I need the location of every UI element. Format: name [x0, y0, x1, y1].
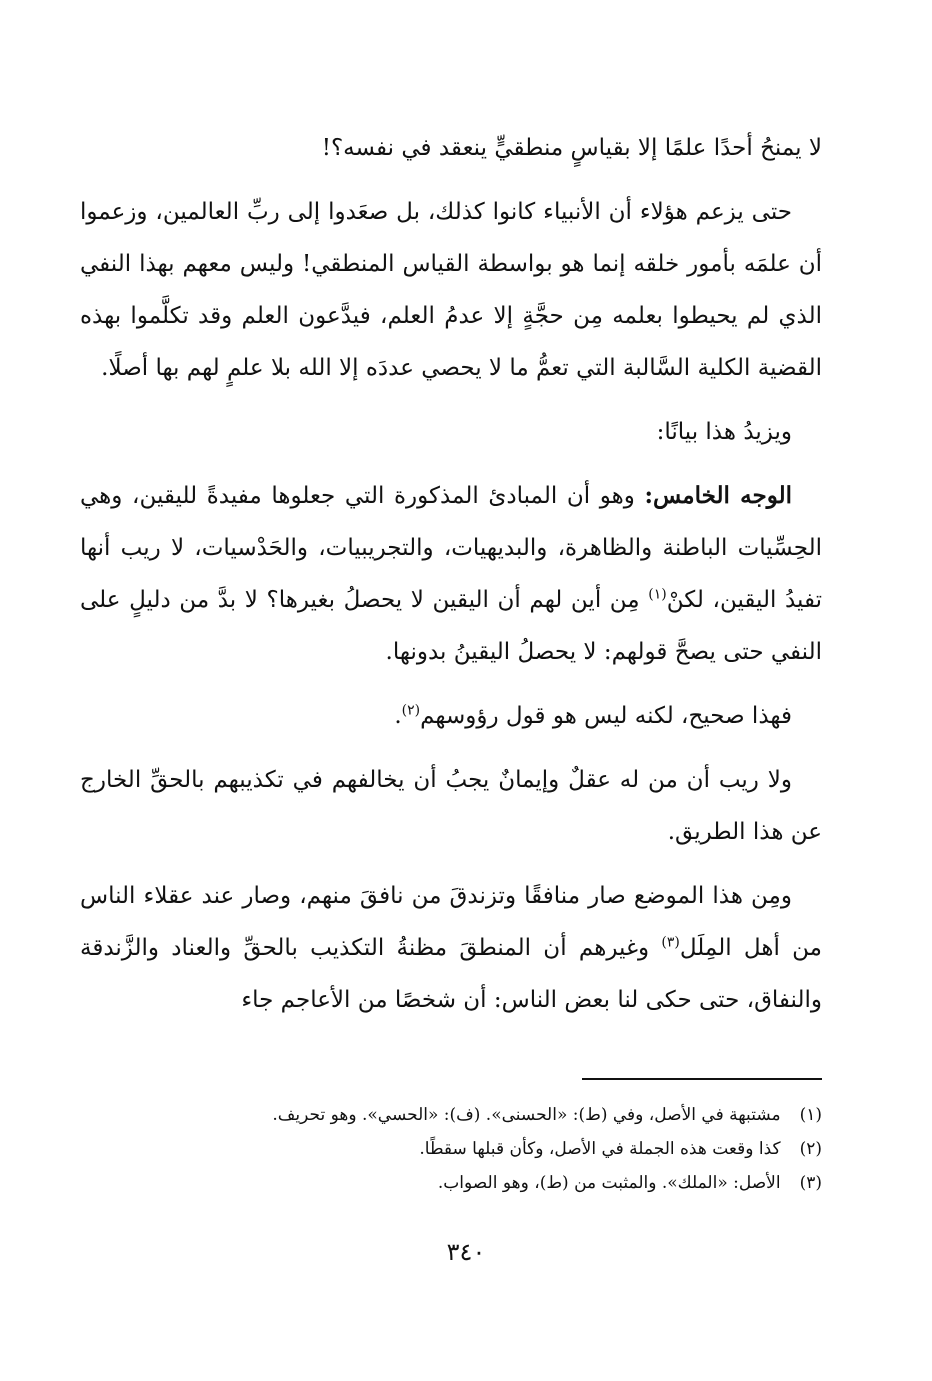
paragraph-text: ولا ريب أن من له عقلٌ وإيمانٌ يجبُ أن يخالفهم في تكذيبهم بالحقِّ الخارج عن هذا الطريق. [80, 767, 822, 845]
paragraph-text: فهذا صحيح، لكنه ليس هو قول رؤوسهم [420, 703, 792, 729]
footnote-number: (١) [799, 1105, 822, 1125]
paragraph-text-continued: وغيرهم أن المنطقَ مظنةُ التكذيب بالحقِّ والعناد والزَّندقة والنفاق، حتى حكى لنا بعض الناس: أن شخصًا من الأعاجم جاء [80, 935, 822, 1013]
section-heading: الوجه الخامس: [644, 482, 792, 509]
footnote-3 [80, 1166, 822, 1200]
paragraph-2 [80, 186, 822, 394]
page-number: ٣٤٠ [446, 1238, 486, 1266]
paragraph-text: لا يمنحُ أحدًا علمًا إلا بقياسٍ منطقيٍّ ينعقد في نفسه؟! [321, 135, 822, 161]
footnote-ref-1: (١) [648, 586, 667, 603]
footnote-2 [80, 1132, 822, 1166]
paragraph-6 [80, 754, 822, 858]
paragraph-text: ويزيدُ هذا بيانًا: [656, 419, 792, 445]
paragraph-3 [80, 406, 822, 458]
footnotes [80, 1098, 822, 1200]
paragraph-text: ومِن هذا الموضع صار منافقًا وتزندقَ من نافقَ منهم، وصار عند عقلاء الناس من أهل المِلَل [80, 883, 822, 961]
paragraph-1 [80, 122, 822, 174]
footnote-text: مشتبهة في الأصل، وفي (ط): «الحسنى». (ف): «الحسي». وهو تحريف. [272, 1105, 781, 1125]
paragraph-4 [80, 470, 822, 678]
footnote-separator [582, 1078, 822, 1080]
paragraph-7 [80, 870, 822, 1026]
paragraph-text-continued: . [394, 703, 402, 729]
footnote-1 [80, 1098, 822, 1132]
footnote-number: (٣) [799, 1173, 822, 1193]
footnote-ref-3: (٣) [661, 934, 680, 951]
footnote-text: كذا وقعت هذه الجملة في الأصل، وكأن قبلها سقطًا. [419, 1139, 781, 1159]
paragraph-5 [80, 690, 822, 742]
page-content [80, 122, 822, 1200]
paragraph-text-continued: مِن أين لهم أن اليقين لا يحصلُ بغيرها؟ لا بدَّ من دليلٍ على النفي حتى يصحَّ قولهم: لا يحصلُ اليقينُ بدونها. [80, 587, 822, 665]
paragraph-text: وهو أن المبادئ المذكورة التي جعلوها مفيدةً لليقين، وهي الحِسِّيات الباطنة والظاهرة، والبديهيات، والتجريبيات، والحَدْسيات، لا ريب أنها تفيدُ اليقين، لكنْ [80, 483, 823, 613]
paragraph-text: حتى يزعم هؤلاء أن الأنبياء كانوا كذلك، بل صعَدوا إلى ربِّ العالمين، وزعموا أن علمَه بأمور خلقه إنما هو بواسطة القياس المنطقي! وليس معهم بهذا النفي الذي لم يحيطوا بعلمه مِن حجَّةٍ إلا عدمُ العلم، فيدَّعون العلم وقد تكلَّموا بهذه القضية الكلية السَّالبة التي تعمُّ ما لا يحصي عددَه إلا الله بلا علمٍ لهم بها أصلًا. [80, 199, 822, 381]
footnote-text: الأصل: «الملك». والمثبت من (ط)، وهو الصواب. [437, 1173, 781, 1193]
body-text [80, 122, 822, 1026]
footnote-number: (٢) [799, 1139, 822, 1159]
footnote-ref-2: (٢) [401, 702, 421, 719]
